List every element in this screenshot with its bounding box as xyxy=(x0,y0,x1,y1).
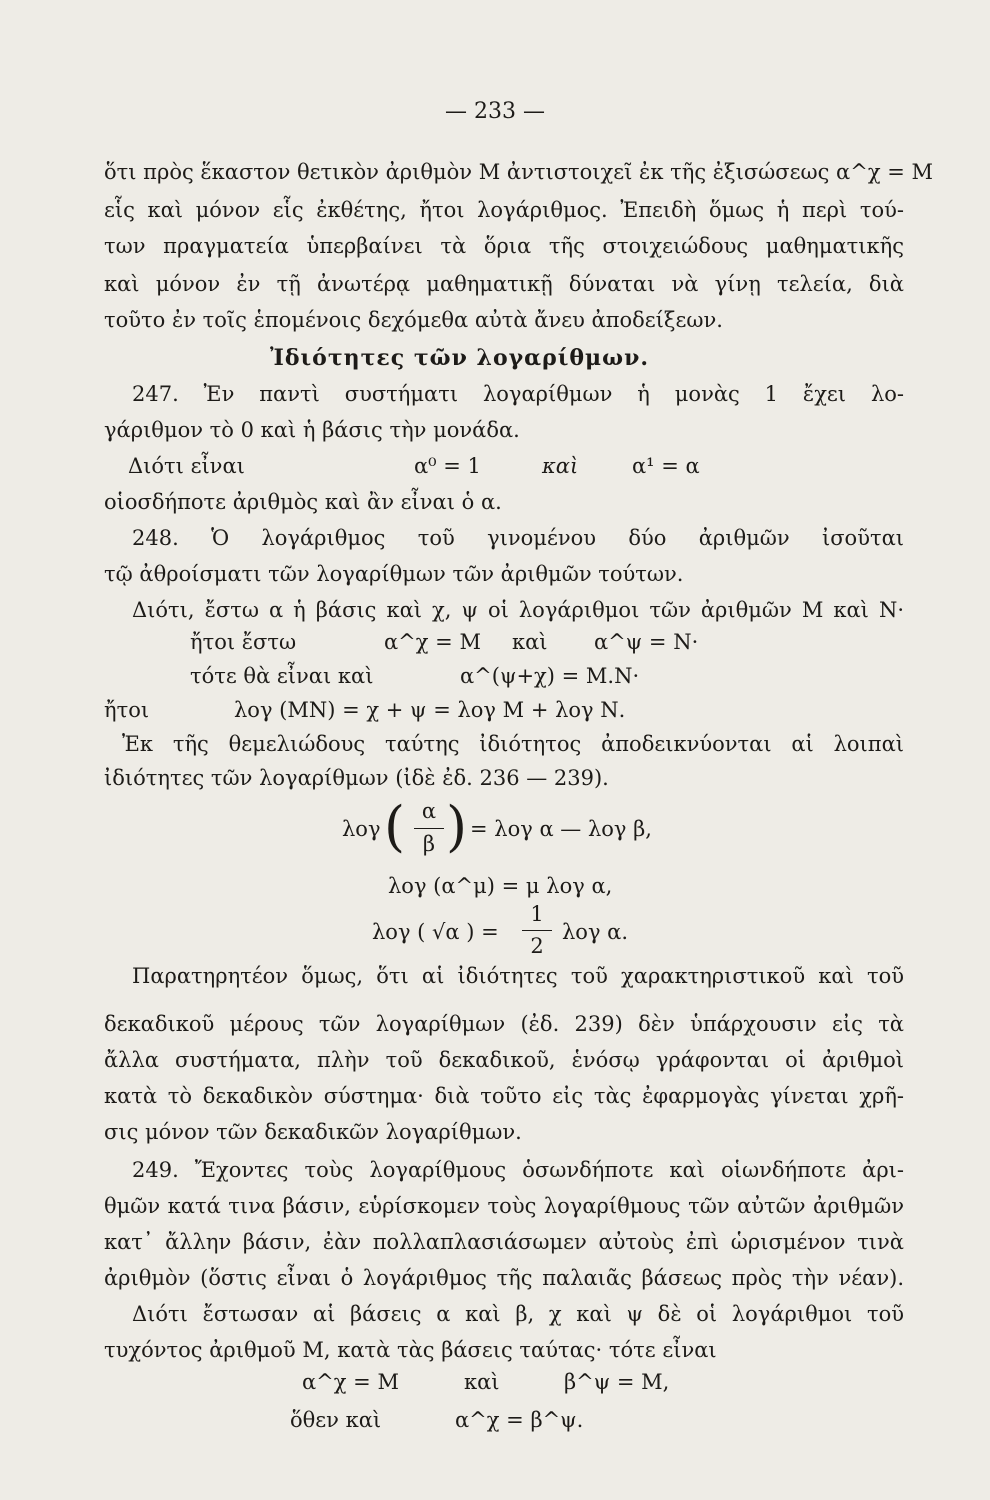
formula: λογ xyxy=(342,817,381,841)
text-line: ὅθεν καὶ xyxy=(290,1408,382,1432)
formula: λογ (ΜΝ) = χ + ψ = λογ Μ + λογ Ν. xyxy=(234,698,626,722)
text-line: Ἐκ τῆς θεμελιώδους ταύτης ἰδιότητος ἀποδεικνύονται αἱ λοιπαὶ xyxy=(122,732,904,756)
fraction-bar xyxy=(522,930,552,931)
formula: λογ ( √α ) = xyxy=(372,920,499,944)
text-line: των πραγματεία ὑπερβαίνει τὰ ὅρια τῆς στοιχειώδους μαθηματικῆς xyxy=(104,234,904,258)
text-line: καὶ xyxy=(542,454,579,478)
formula: λογ (α^μ) = μ λογ α, xyxy=(388,874,613,898)
fraction-bar xyxy=(414,828,444,829)
fraction-numerator: 1 xyxy=(530,902,544,926)
text-line: καὶ μόνον ἐν τῇ ἀνωτέρᾳ μαθηματικῇ δύναται νὰ γίνῃ τελεία, διὰ xyxy=(104,272,904,296)
text-line: δεκαδικοῦ μέρους τῶν λογαρίθμων (ἐδ. 239) δὲν ὑπάρχουσιν εἰς τὰ xyxy=(104,1012,904,1036)
text-line: ἰδιότητες τῶν λογαρίθμων (ἰδὲ ἐδ. 236 — 239). xyxy=(104,766,609,790)
text-line: τότε θὰ εἶναι καὶ xyxy=(190,664,374,688)
text-line: 249. Ἔχοντες τοὺς λογαρίθμους ὁσωνδήποτε καὶ οἱωνδήποτε ἀρι- xyxy=(132,1158,904,1182)
fraction-numerator: α xyxy=(421,799,437,823)
text-line: ἤτοι xyxy=(104,698,150,722)
text-line: εἷς καὶ μόνον εἷς ἐκθέτης, ἤτοι λογάριθμος. Ἐπειδὴ ὅμως ἡ περὶ τού- xyxy=(104,198,904,222)
right-paren: ) xyxy=(446,795,468,858)
text-line: γάριθμον τὸ 0 καὶ ἡ βάσις τὴν μονάδα. xyxy=(104,418,520,442)
formula: α^χ = Μ xyxy=(302,1370,399,1394)
section-heading: Ἰδιότητες τῶν λογαρίθμων. xyxy=(270,345,650,371)
text-line: Διότι ἔστωσαν αἱ βάσεις α καὶ β, χ καὶ ψ δὲ οἱ λογάριθμοι τοῦ xyxy=(132,1302,904,1326)
formula: λογ α. xyxy=(562,920,629,944)
text-line: οἱοσδήποτε ἀριθμὸς καὶ ἂν εἶναι ὁ α. xyxy=(104,490,502,514)
text-line: Διότι εἶναι xyxy=(128,454,245,478)
text-line: τυχόντος ἀριθμοῦ Μ, κατὰ τὰς βάσεις ταύτας· τότε εἶναι xyxy=(104,1338,717,1362)
text-line: σις μόνον τῶν δεκαδικῶν λογαρίθμων. xyxy=(104,1120,522,1144)
formula: α^(ψ+χ) = Μ.Ν· xyxy=(460,664,640,688)
text-line: Παρατηρητέον ὅμως, ὅτι αἱ ἰδιότητες τοῦ χαρακτηριστικοῦ καὶ τοῦ xyxy=(132,964,904,988)
text-line: θμῶν κατά τινα βάσιν, εὑρίσκομεν τοὺς λογαρίθμους τῶν αὐτῶν ἀριθμῶν xyxy=(104,1194,904,1218)
formula: α^ψ = Ν· xyxy=(594,630,699,654)
text-line: καὶ xyxy=(512,630,548,654)
formula: α^χ = β^ψ. xyxy=(455,1408,584,1432)
page-number: — 233 — xyxy=(445,99,545,124)
text-line: ἤτοι ἔστω xyxy=(190,630,297,654)
formula: α¹ = α xyxy=(632,454,700,478)
text-line: 248. Ὁ λογάριθμος τοῦ γινομένου δύο ἀριθμῶν ἰσοῦται xyxy=(132,526,904,550)
fraction-denominator: 2 xyxy=(530,934,544,958)
formula: β^ψ = Μ, xyxy=(564,1370,670,1394)
text-line: ὅτι πρὸς ἕκαστον θετικὸν ἀριθμὸν Μ ἀντιστοιχεῖ ἐκ τῆς ἐξισώσεως α^χ = Μ xyxy=(104,160,934,184)
formula: α⁰ = 1 xyxy=(414,454,481,478)
text-line: ἄλλα συστήματα, πλὴν τοῦ δεκαδικοῦ, ἑνόσῳ γράφονται οἱ ἀριθμοὶ xyxy=(104,1048,904,1072)
text-line: 247. Ἐν παντὶ συστήματι λογαρίθμων ἡ μονὰς 1 ἔχει λο- xyxy=(132,382,904,406)
text-line: τῷ ἀθροίσματι τῶν λογαρίθμων τῶν ἀριθμῶν τούτων. xyxy=(104,562,684,586)
text-line: κατ᾽ ἄλλην βάσιν, ἐὰν πολλαπλασιάσωμεν αὐτοὺς ἐπὶ ὡρισμένον τινὰ xyxy=(104,1230,904,1254)
left-paren: ( xyxy=(384,795,406,858)
text-line: ἀριθμὸν (ὅστις εἶναι ὁ λογάριθμος τῆς παλαιᾶς βάσεως πρὸς τὴν νέαν). xyxy=(104,1266,904,1290)
formula: = λογ α — λογ β, xyxy=(470,817,652,841)
fraction-denominator: β xyxy=(422,832,436,856)
text-line: Διότι, ἔστω α ἡ βάσις καὶ χ, ψ οἱ λογάριθμοι τῶν ἀριθμῶν Μ καὶ Ν· xyxy=(132,598,904,622)
text-line: καὶ xyxy=(464,1370,500,1394)
formula: α^χ = Μ xyxy=(384,630,481,654)
text-line: τοῦτο ἐν τοῖς ἑπομένοις δεχόμεθα αὐτὰ ἄνευ ἀποδείξεων. xyxy=(104,308,723,332)
text-line: κατὰ τὸ δεκαδικὸν σύστημα· διὰ τοῦτο εἰς τὰς ἐφαρμογὰς γίνεται χρῆ- xyxy=(104,1084,904,1108)
